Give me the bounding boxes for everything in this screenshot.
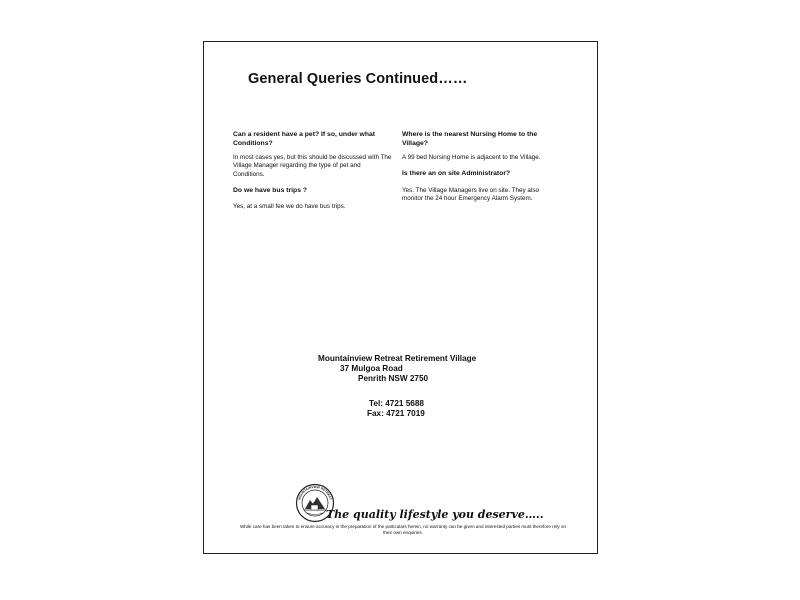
faq-answer-pets: In most cases yes, but this should be discussed with The Village Manager regarding the type of pet and Conditions. [233,154,392,178]
faq-question-bus-trips: Do we have bus trips ? [233,186,308,194]
village-address [318,354,477,383]
address-street: 37 Mulgoa Road [340,363,403,373]
faq-answer-nursing-home: A 99 bed Nursing Home is adjacent to the Village. [402,154,541,162]
contact-details [367,399,425,419]
address-village-name: Mountainview Retreat Retirement Village [318,354,477,363]
disclaimer: While care has been taken to ensure accuracy in the preparation of the particulars herein, no warranty can be given and interested parties must therefore rely on their own enquiries. [239,524,567,535]
faq-answer-bus-trips: Yes, at a small fee we do have bus trips. [233,203,346,211]
seal-text: MOUNTAINVIEW RETREAT [297,484,333,501]
contact-fax: Fax: 4721 7019 [367,408,425,418]
faq-question-pets: Can a resident have a pet? If so, under what Conditions? [233,131,376,147]
page-title: General Queries Continued…… [248,71,468,87]
faq-column-left [233,131,393,212]
contact-telephone: Tel: 4721 5688 [369,399,424,408]
address-suburb: Penrith NSW 2750 [358,373,429,383]
faq-answer-administrator: Yes. The Village Managers live on site. They also monitor the 24 hour Emergency Alarm System. [402,186,539,203]
faq-question-nursing-home: Where is the nearest Nursing Home to the Village? [402,131,538,147]
document-page [203,41,598,554]
faq-column-right [402,131,550,203]
tagline: The quality lifestyle you deserve….. [326,508,544,521]
faq-question-administrator: Is there an on site Administrator? [402,170,511,178]
